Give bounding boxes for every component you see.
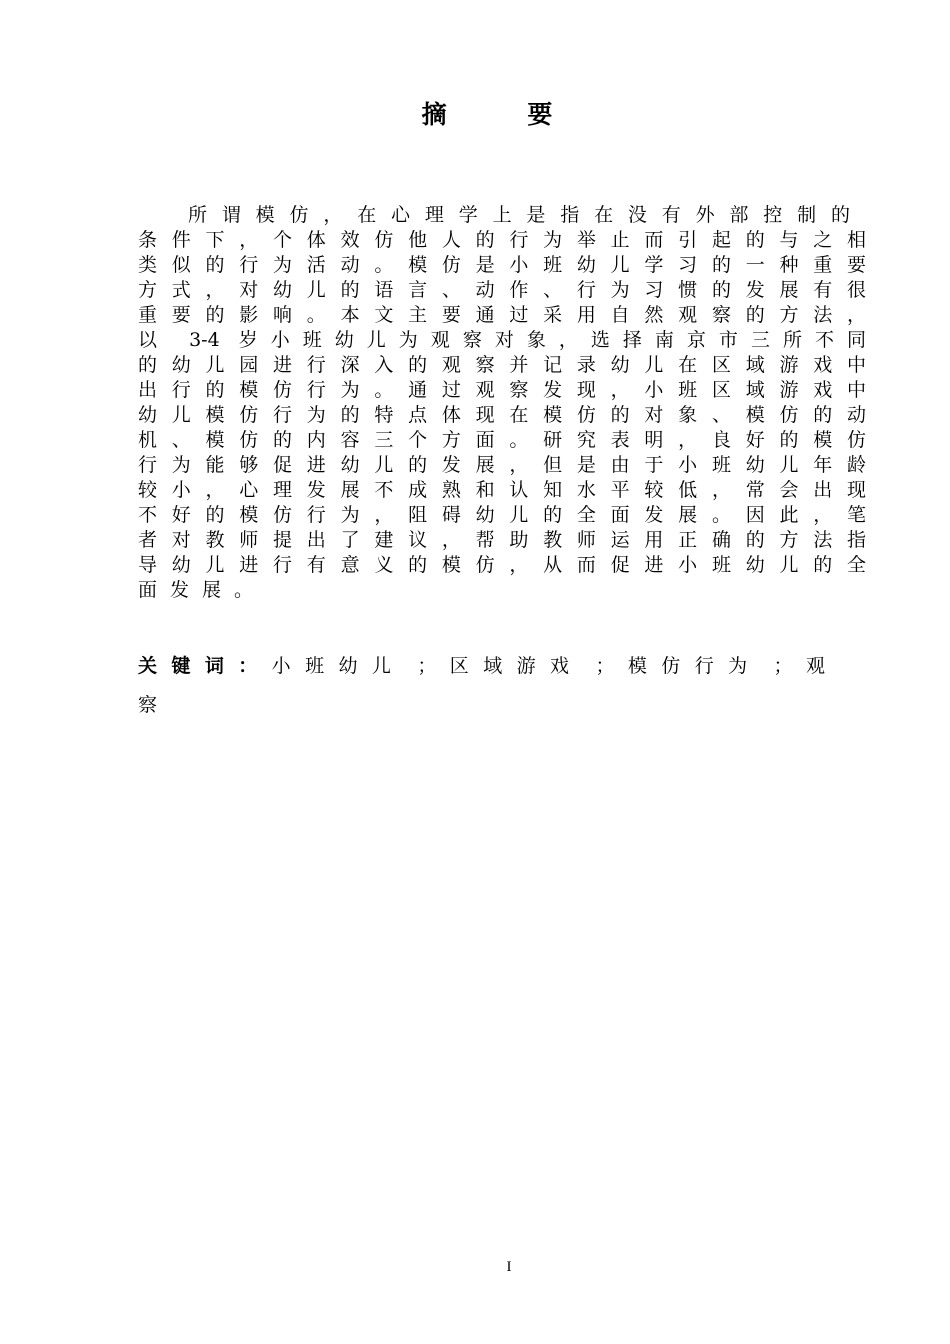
abstract-line: 不好的模仿行为，阻碍幼儿的全面发展。因此，笔 [138, 504, 866, 526]
keyword: 区域游戏 [448, 655, 584, 677]
abstract-line: 类似的行为活动。模仿是小班幼儿学习的一种重要 [138, 254, 866, 276]
abstract-title: 摘 要 [421, 100, 589, 129]
keyword-continuation: 察 [138, 694, 158, 716]
abstract-line: 以 3-4 岁小班幼儿为观察对象，选择南京市三所不同 [138, 329, 866, 351]
keywords-label: 关键词： [138, 655, 272, 677]
abstract-line: 导幼儿进行有意义的模仿，从而促进小班幼儿的全 [138, 554, 866, 576]
keywords-row [138, 654, 838, 679]
abstract-body [138, 203, 866, 603]
abstract-line: 行为能够促进幼儿的发展，但是由于小班幼儿年龄 [138, 454, 866, 476]
keyword-separator: ； [773, 655, 793, 677]
abstract-line: 所谓模仿，在心理学上是指在没有外部控制的 [188, 204, 850, 226]
keyword-separator: ； [595, 655, 615, 677]
abstract-line: 幼儿模仿行为的特点体现在模仿的对象、模仿的动 [138, 404, 866, 426]
abstract-line: 的幼儿园进行深入的观察并记录幼儿在区域游戏中 [138, 354, 866, 376]
abstract-line: 重要的影响。本文主要通过采用自然观察的方法， [138, 304, 866, 326]
abstract-line: 面发展。 [138, 579, 267, 601]
keyword: 小班幼儿 [271, 655, 406, 677]
abstract-line: 条件下，个体效仿他人的行为举止而引起的与之相 [138, 229, 866, 251]
page-number: I [506, 1259, 512, 1275]
abstract-line: 较小，心理发展不成熟和认知水平较低，常会出现 [138, 479, 866, 501]
keywords-section [138, 654, 838, 718]
abstract-line: 方式，对幼儿的语言、动作、行为习惯的发展有很 [138, 279, 866, 301]
abstract-line: 机、模仿的内容三个方面。研究表明，良好的模仿 [138, 429, 866, 451]
keyword-separator: ； [417, 655, 437, 677]
abstract-line: 出行的模仿行为。通过观察发现，小班区域游戏中 [138, 379, 866, 401]
abstract-line: 者对教师提出了建议，帮助教师运用正确的方法指 [138, 529, 866, 551]
keyword: 模仿行为 [626, 655, 762, 677]
keyword: 观 [804, 655, 838, 677]
